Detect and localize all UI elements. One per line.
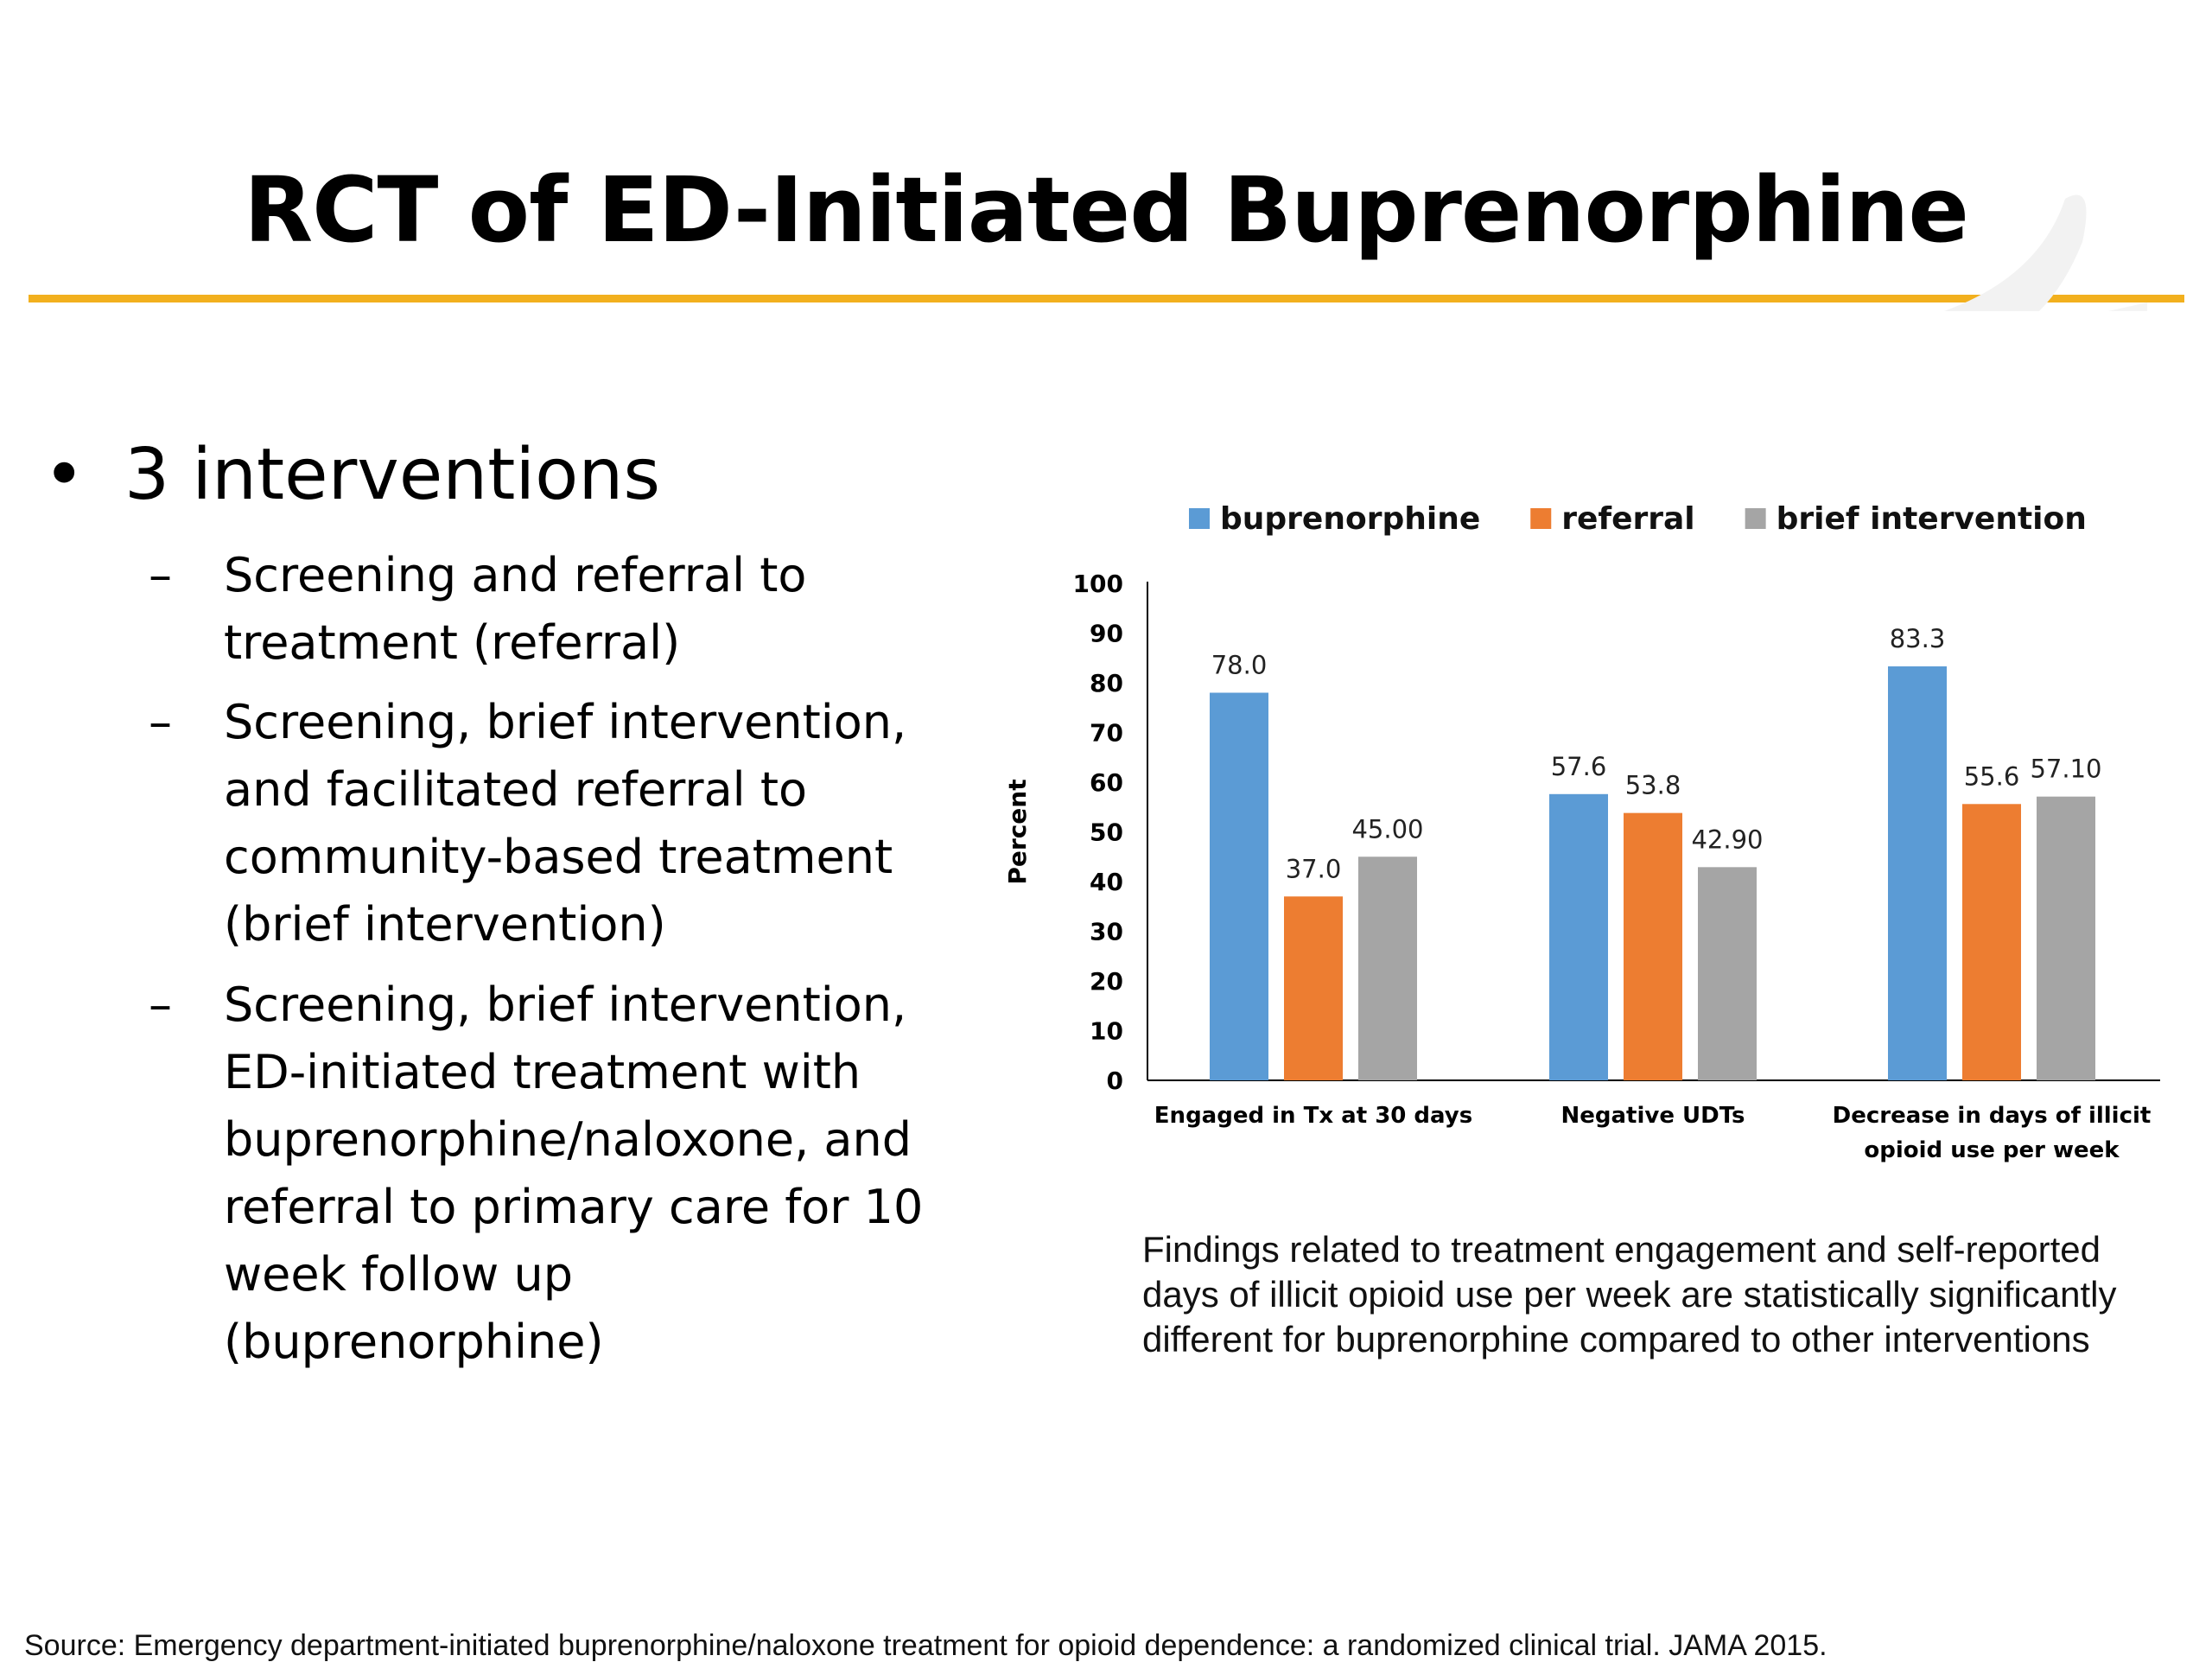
legend-label: referral [1561,501,1695,537]
sub-bullet-text: Screening, brief intervention, and facilitated referral to community-based treatment (brief intervention) [224,695,907,952]
data-label: 78.0 [1211,650,1268,680]
data-label: 42.90 [1691,825,1764,855]
y-tick-label: 70 [1090,718,1123,748]
bar-referral [1284,896,1343,1080]
legend-swatch [1745,508,1766,529]
bar-chart [985,493,2195,1193]
y-tick-label: 20 [1090,967,1123,996]
legend-label: buprenorphine [1220,501,1481,537]
data-label: 37.0 [1285,854,1342,884]
y-tick-label: 10 [1090,1016,1123,1046]
bullet-dot-icon: • [43,434,86,516]
source-note: Source: Emergency department-initiated buprenorphine/naloxone treatment for opioid dependence: a randomized clinical trial. JAMA 2015. [24,1629,1827,1662]
sub-bullet-text: Screening and referral to treatment (referral) [224,548,807,670]
data-label: 53.8 [1624,770,1681,800]
y-tick-label: 80 [1090,669,1123,697]
title-rule [29,295,2184,302]
legend-swatch [1189,508,1210,529]
dash-icon: – [149,548,172,602]
y-tick-label: 100 [1072,570,1123,598]
dash-icon: – [149,977,172,1032]
bar-brief-intervention [1358,856,1417,1080]
bar-referral [1962,804,2021,1080]
y-axis-title: Percent [1003,779,1032,885]
data-label: 55.6 [1963,761,2020,792]
data-label: 57.6 [1550,751,1607,781]
y-tick-label: 40 [1090,868,1123,896]
data-label: 45.00 [1351,814,1424,844]
bar-buprenorphine [1210,693,1268,1081]
chart-caption: Findings related to treatment engagement and self-reported days of illicit opioid use per week are statistically significantly different for buprenorphine compared to other interventions [1142,1229,2117,1360]
corner-swoosh-decoration [1910,181,2169,320]
x-category-label: Engaged in Tx at 30 days [1154,1103,1473,1129]
bar-buprenorphine [1549,794,1608,1080]
y-tick-label: 90 [1090,619,1123,648]
main-bullet-text: 3 interventions [124,434,661,516]
x-category-label: Negative UDTs [1560,1103,1745,1129]
x-category-label: opioid use per week [1864,1137,2120,1163]
y-tick-label: 0 [1106,1067,1123,1095]
y-tick-label: 50 [1090,818,1123,847]
data-label: 57.10 [2030,754,2102,784]
y-tick-label: 60 [1090,768,1123,797]
bar-buprenorphine [1888,666,1947,1080]
bar-brief-intervention [1698,867,1757,1080]
slide-title: RCT of ED-Initiated Buprenorphine [244,157,1968,263]
legend-label: brief intervention [1776,501,2087,537]
dash-icon: – [149,695,172,749]
bar-brief-intervention [2037,797,2095,1080]
x-category-label: Decrease in days of illicit [1832,1103,2152,1129]
sub-bullet-text: Screening, brief intervention, ED-initiated treatment with buprenorphine/naloxone, and referral to primary care for 10 week follow up (buprenorphine) [224,977,924,1369]
bar-referral [1624,813,1682,1080]
legend-swatch [1530,508,1551,529]
y-tick-label: 30 [1090,917,1123,946]
data-label: 83.3 [1889,624,1946,654]
